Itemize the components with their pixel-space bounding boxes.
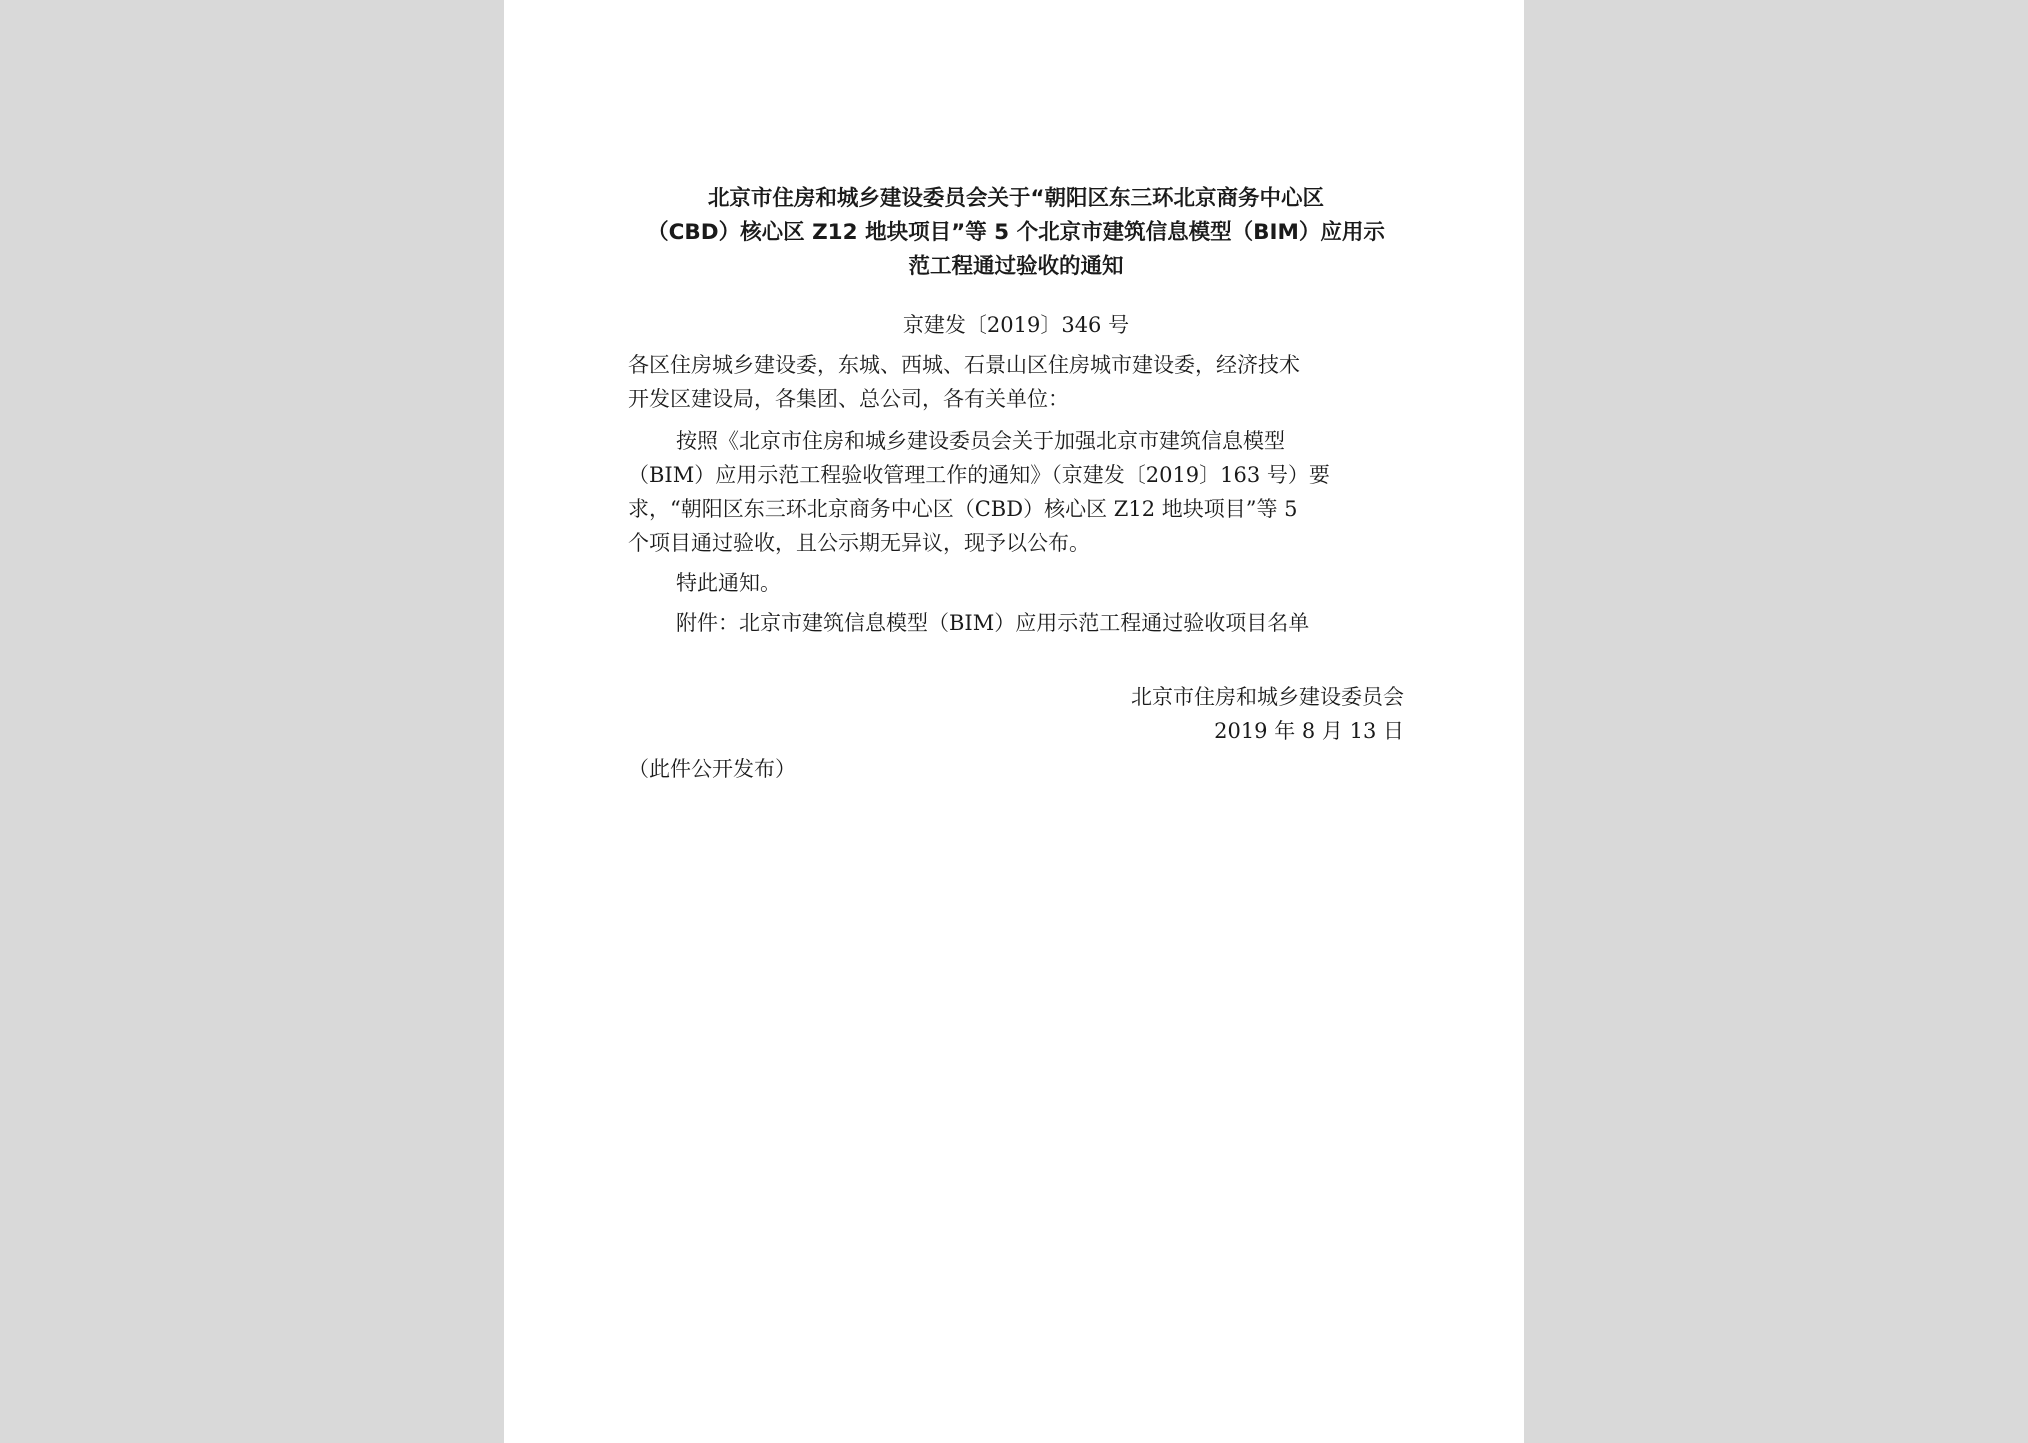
title-line: 北京市住房和城乡建设委员会关于“朝阳区东三环北京商务中心区 (707, 186, 1325, 211)
signature-block (628, 680, 1404, 748)
publish-note: （此件公开发布） (628, 757, 796, 781)
document-content (628, 182, 1404, 786)
recipients-line: 开发区建设局，各集团、总公司，各有关单位： (628, 387, 1069, 411)
signature-organization: 北京市住房和城乡建设委员会 (1131, 685, 1404, 709)
attachment-text: 附件：北京市建筑信息模型（BIM）应用示范工程通过验收项目名单 (676, 611, 1310, 635)
body-line: 按照《北京市住房和城乡建设委员会关于加强北京市建筑信息模型 (676, 429, 1285, 453)
body-line: 求，“朝阳区东三环北京商务中心区（CBD）核心区 Z12 地块项目”等 5 (628, 497, 1298, 521)
title-line: （CBD）核心区 Z12 地块项目”等 5 个北京市建筑信息模型（BIM）应用示 (647, 220, 1385, 245)
document-title (628, 182, 1404, 284)
document-page (504, 0, 1524, 1443)
body-line: （BIM）应用示范工程验收管理工作的通知》（京建发〔2019〕163 号）要 (628, 463, 1330, 487)
document-number: 京建发〔2019〕346 号 (902, 313, 1130, 337)
recipients (628, 348, 1404, 416)
body-line: 个项目通过验收，且公示期无异议，现予以公布。 (628, 531, 1090, 555)
signature-date: 2019 年 8 月 13 日 (1214, 719, 1404, 743)
recipients-line: 各区住房城乡建设委，东城、西城、石景山区住房城市建设委，经济技术 (628, 353, 1300, 377)
closing-text: 特此通知。 (676, 571, 781, 595)
body-paragraph (628, 424, 1404, 560)
title-line: 范工程通过验收的通知 (908, 254, 1124, 279)
